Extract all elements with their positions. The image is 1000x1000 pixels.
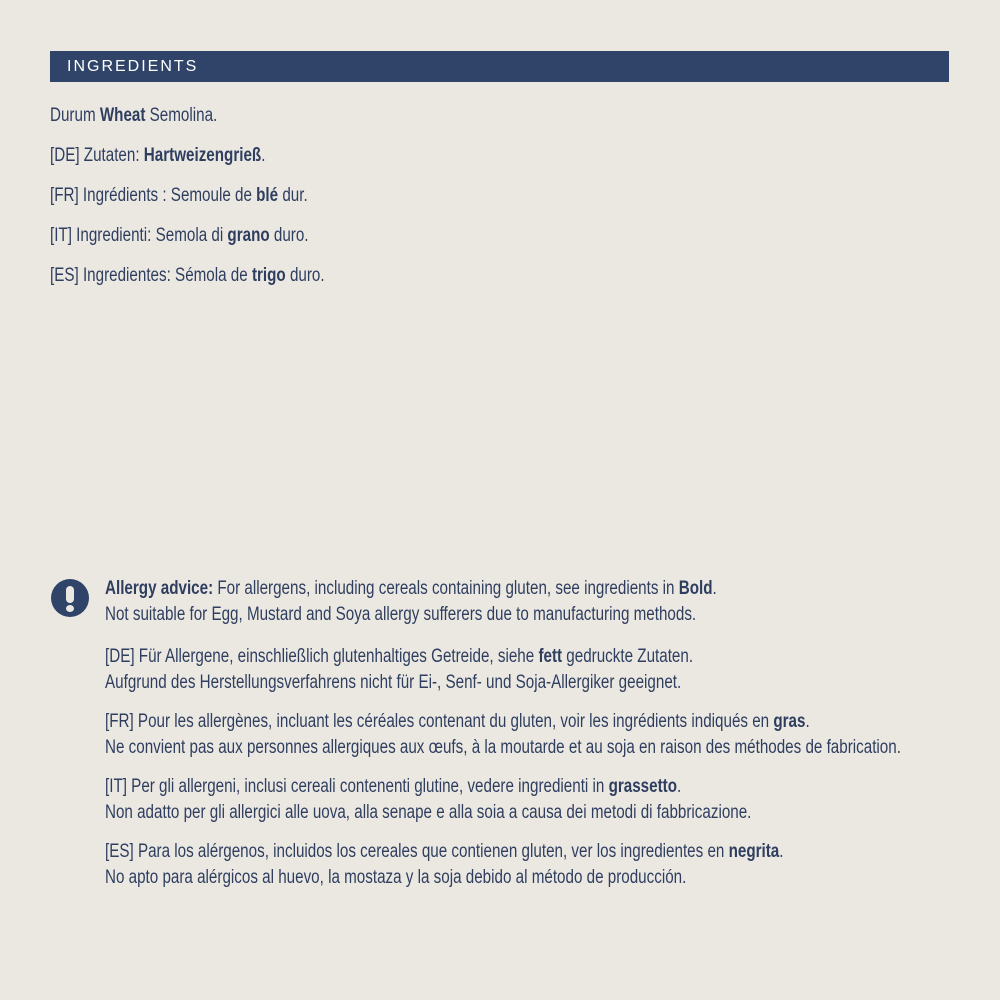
bold-text: Allergy advice: xyxy=(105,578,214,599)
bold-text: gras xyxy=(773,711,806,732)
bold-text: grano xyxy=(227,225,270,246)
text: [IT] Per gli allergeni, inclusi cereali contenenti glutine, vedere ingredienti in xyxy=(105,776,609,797)
bold-text: trigo xyxy=(251,265,286,286)
exclamation-dot xyxy=(66,605,74,612)
allergy-line xyxy=(105,711,810,733)
text: Ne convient pas aux personnes allergiques aux œufs, à la moutarde et au soja en raison des méthodes de fabrication. xyxy=(105,737,901,758)
text: [IT] Ingredienti: Semola di xyxy=(50,225,228,246)
ingredients-header xyxy=(50,51,949,82)
text: Non adatto per gli allergici alle uova, alla senape e alla soia a causa dei metodi di fabbricazione. xyxy=(105,802,752,823)
text: No apto para alérgicos al huevo, la mostaza y la soja debido al método de producción. xyxy=(105,867,687,888)
allergy-line xyxy=(105,802,751,824)
text: [FR] Ingrédients : Semoule de xyxy=(50,185,257,206)
text: [DE] Für Allergene, einschließlich glutenhaltiges Getreide, siehe xyxy=(105,646,539,667)
bold-text: grassetto xyxy=(608,776,677,797)
bold-text: Wheat xyxy=(99,105,146,126)
allergy-line xyxy=(105,776,681,798)
exclamation-stem xyxy=(66,586,74,603)
text: [DE] Zutaten: xyxy=(50,145,144,166)
text: Durum xyxy=(50,105,100,126)
text: [ES] Para los alérgenos, incluidos los cereales que contienen gluten, ver los ingredientes en xyxy=(105,841,729,862)
text: [FR] Pour les allergènes, incluant les céréales contenant du gluten, voir les ingrédients indiqués en xyxy=(105,711,774,732)
ingredient-line xyxy=(50,225,309,247)
text: duro. xyxy=(269,225,309,246)
bold-text: Bold xyxy=(678,578,713,599)
text: Aufgrund des Herstellungsverfahrens nicht für Ei-, Senf- und Soja-Allergiker geeignet. xyxy=(105,672,682,693)
exclamation-circle-icon xyxy=(51,579,89,617)
allergy-line xyxy=(105,672,681,694)
text: . xyxy=(712,578,717,599)
bold-text: blé xyxy=(256,185,279,206)
text: [ES] Ingredientes: Sémola de xyxy=(50,265,252,286)
ingredient-line xyxy=(50,105,217,127)
bold-text: fett xyxy=(538,646,563,667)
allergy-line xyxy=(105,604,696,626)
text: gedruckte Zutaten. xyxy=(562,646,694,667)
text: dur. xyxy=(278,185,308,206)
bold-text: negrita xyxy=(728,841,780,862)
text: . xyxy=(779,841,784,862)
ingredient-line xyxy=(50,145,265,167)
allergy-line xyxy=(105,578,717,600)
allergy-line xyxy=(105,737,901,759)
text: duro. xyxy=(285,265,325,286)
allergy-line xyxy=(105,646,693,668)
ingredients-title: INGREDIENTS xyxy=(67,58,199,75)
allergy-line xyxy=(105,841,784,863)
text: . xyxy=(677,776,682,797)
text: Not suitable for Egg, Mustard and Soya allergy sufferers due to manufacturing methods. xyxy=(105,604,697,625)
text: . xyxy=(805,711,810,732)
text: . xyxy=(261,145,266,166)
ingredient-line xyxy=(50,265,325,287)
ingredient-line xyxy=(50,185,308,207)
text: For allergens, including cereals containing gluten, see ingredients in xyxy=(213,578,679,599)
allergy-line xyxy=(105,867,686,889)
bold-text: Hartweizengrieß xyxy=(143,145,262,166)
text: Semolina. xyxy=(145,105,218,126)
